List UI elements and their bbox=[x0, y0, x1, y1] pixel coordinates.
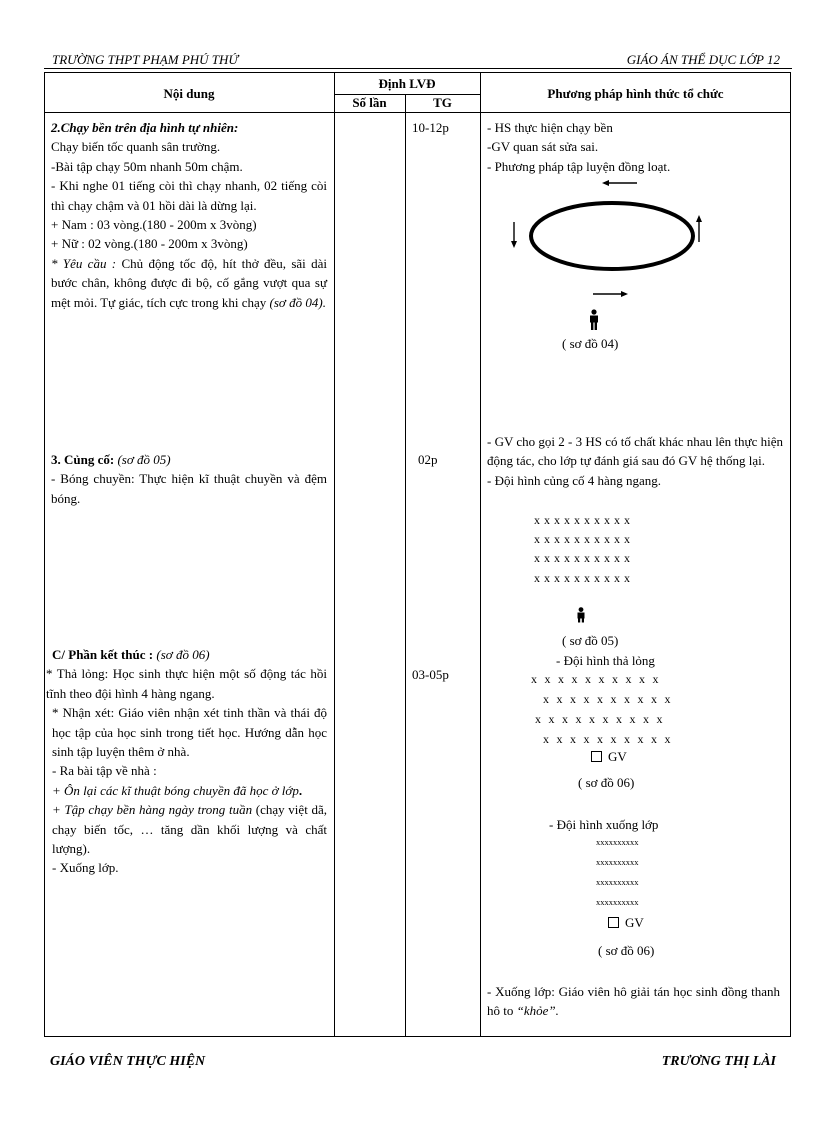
arrow-left-icon bbox=[602, 180, 637, 186]
diagram-06b-caption: ( sơ đồ 06) bbox=[598, 943, 655, 958]
dismiss-instruction: - Xuống lớp: Giáo viên hô giải tán học sinh đồng thanh hô to “khỏe”. bbox=[487, 984, 780, 1019]
section-2-title: 2.Chạy bền trên địa hình tự nhiên: bbox=[51, 120, 239, 135]
section-c-line: * Nhận xét: Giáo viên nhận xét tinh thần và thái độ học tập của học sinh trong tiết học. Hướng dẫn học sinh tập luyện thêm ở nhà. bbox=[52, 705, 327, 760]
heading-tg: TG bbox=[433, 95, 452, 110]
teacher-name: TRƯƠNG THỊ LÀI bbox=[661, 1054, 776, 1069]
section-2-line: -Bài tập chạy 50m nhanh 50m chậm. bbox=[51, 158, 243, 174]
section-3-time: 02p bbox=[418, 452, 438, 467]
section-c-title-line bbox=[46, 645, 327, 664]
dismiss-formation-title: - Đội hình xuống lớp bbox=[549, 817, 659, 832]
section-3-ref: (sơ đồ 05) bbox=[114, 452, 171, 467]
section-2-method bbox=[487, 118, 783, 176]
track-diagram bbox=[500, 172, 720, 342]
relax-row: x x x x x x x x x x bbox=[543, 732, 671, 746]
teacher-square-icon bbox=[591, 751, 602, 762]
section-2-requirement bbox=[51, 254, 327, 312]
section-c-line: - Xuống lớp. bbox=[52, 860, 119, 876]
teacher-position: GV bbox=[608, 915, 644, 931]
method-line: - GV cho gọi 2 - 3 HS có tố chất khác nhau lên thực hiện động tác, cho lớp tự đánh giá sau đó GV hệ thống lại. bbox=[487, 434, 783, 469]
requirement-text: Chủ động tốc độ, hít thở đều, sãi dài bước chân, không được đi bộ, cố gắng vượt qua sự mệt mỏi. Tự giác, tích cực trong khi chạy bbox=[51, 255, 327, 310]
section-c-content bbox=[46, 645, 327, 878]
section-c-homework-1: + Ôn lại các kĩ thuật bóng chuyền đã học ở lớp. bbox=[52, 782, 303, 798]
section-2-time: 10-12p bbox=[412, 120, 449, 135]
arrow-right-icon bbox=[593, 291, 628, 297]
teacher-square-icon bbox=[608, 917, 619, 928]
method-line: - Phương pháp tập luyện đồng loạt. bbox=[487, 158, 671, 174]
heading-method: Phương pháp hình thức tổ chức bbox=[547, 86, 724, 101]
heading-content: Nội dung bbox=[163, 86, 215, 101]
heading-dose: Định LVĐ bbox=[378, 76, 436, 91]
method-line: -GV quan sát sửa sai. bbox=[487, 139, 599, 155]
section-3-content bbox=[51, 450, 327, 508]
relax-row: x x x x x x x x x x bbox=[535, 712, 663, 726]
teacher-figure-icon bbox=[575, 607, 587, 623]
dismiss-row: xxxxxxxxxx bbox=[596, 857, 639, 867]
section-2-line: - Khi nghe 01 tiếng còi thì chạy nhanh, 02 tiếng còi thì chạy chậm và 01 hồi dài là dừng lại. bbox=[51, 178, 327, 213]
section-c-homework-2: + Tập chạy bền hàng ngày trong tuần (chạy việt dã, chạy biến tốc, … tăng dần khối lượng và chất lượng). bbox=[52, 802, 327, 857]
section-c-line: * Thả lỏng: Học sinh thực hiện một số động tác hồi tĩnh theo đội hình 4 hàng ngang. bbox=[46, 666, 327, 701]
header-bottom-rule bbox=[44, 112, 791, 113]
formation-row: x x x x x x x x x x bbox=[534, 513, 631, 527]
formation-row: x x x x x x x x x x bbox=[534, 551, 631, 565]
diagram-05-caption: ( sơ đồ 05) bbox=[562, 633, 619, 648]
section-2-line: + Nam : 03 vòng.(180 - 200m x 3vòng) bbox=[51, 217, 257, 233]
arrow-up-icon bbox=[696, 215, 702, 242]
section-3-title: 3. Củng cố: bbox=[51, 452, 115, 467]
section-2-line: + Nữ : 02 vòng.(180 - 200m x 3vòng) bbox=[51, 236, 248, 252]
heading-times: Số lần bbox=[352, 95, 387, 110]
formation-row: x x x x x x x x x x bbox=[534, 532, 631, 546]
running-track bbox=[531, 203, 693, 269]
teacher-figure-icon bbox=[590, 309, 598, 330]
method-line: - HS thực hiện chạy bền bbox=[487, 120, 613, 135]
column-divider-method bbox=[480, 72, 481, 1037]
column-divider-content bbox=[334, 72, 335, 1037]
section-2-line: Chạy biến tốc quanh sân trường. bbox=[51, 139, 221, 155]
section-c-line: - Ra bài tập về nhà : bbox=[52, 763, 157, 779]
method-line: - Đội hình củng cố 4 hàng ngang. bbox=[487, 472, 662, 488]
section-3-line: - Bóng chuyền: Thực hiện kĩ thuật chuyền và đệm bóng. bbox=[51, 471, 327, 506]
section-c-title: C/ Phần kết thúc : bbox=[52, 647, 154, 662]
requirement-label: * Yêu cầu : bbox=[51, 255, 117, 271]
section-3-method bbox=[487, 432, 783, 490]
header-rule bbox=[44, 68, 792, 69]
section-c-ref: (sơ đồ 06) bbox=[153, 647, 210, 662]
relax-row: x x x x x x x x x x bbox=[531, 672, 659, 686]
relax-formation-title: - Đội hình thả lỏng bbox=[556, 653, 655, 668]
relax-row: x x x x x x x x x x bbox=[543, 692, 671, 706]
section-3-title-line bbox=[51, 450, 327, 469]
teacher-position: GV bbox=[591, 749, 627, 765]
column-divider-times bbox=[405, 94, 406, 1037]
section-2-content bbox=[51, 118, 327, 312]
dismiss-row: xxxxxxxxxx bbox=[596, 837, 639, 847]
diagram-06-caption: ( sơ đồ 06) bbox=[578, 775, 635, 790]
teacher-label: GIÁO VIÊN THỰC HIỆN bbox=[50, 1054, 206, 1069]
dismiss-row: xxxxxxxxxx bbox=[596, 897, 639, 907]
lesson-subject: GIÁO ÁN THỂ DỤC LỚP 12 bbox=[626, 52, 780, 67]
section-c-time: 03-05p bbox=[412, 667, 449, 682]
diagram-04-caption: ( sơ đồ 04) bbox=[562, 336, 619, 351]
school-name: TRƯỜNG THPT PHẠM PHÚ THỨ bbox=[52, 52, 239, 67]
arrow-down-icon bbox=[511, 222, 517, 248]
requirement-ref: (sơ đồ 04). bbox=[269, 294, 326, 310]
dismiss-row: xxxxxxxxxx bbox=[596, 877, 639, 887]
formation-row: x x x x x x x x x x bbox=[534, 571, 631, 585]
